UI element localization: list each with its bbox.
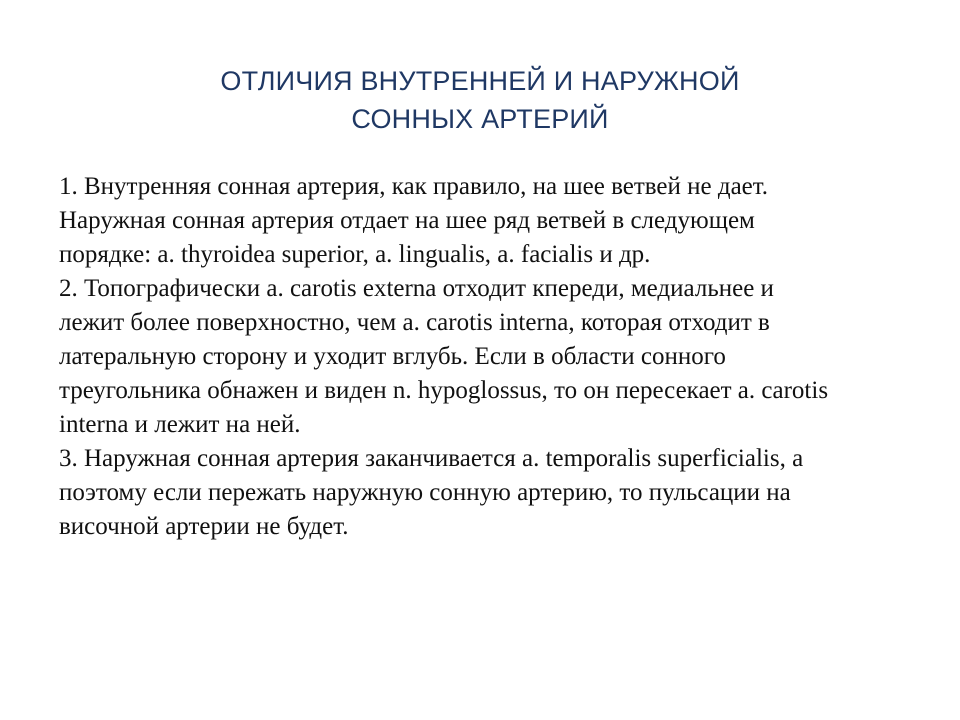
- paragraph-1: 1. Внутренняя сонная артерия, как правило, на шее ветвей не дает. Наружная сонная артерия отдает на шее ряд ветвей в следующем порядке: a. thyroidea superior, a. lingualis, a. facialis и др.: [59, 173, 769, 268]
- slide-title: [140, 62, 820, 138]
- paragraph-2: 2. Топографически a. carotis externa отходит кпереди, медиальнее и лежит более поверхностно, чем a. carotis interna, которая отходит в латеральную сторону и уходит вглубь. Если в области сонного треугольника обнажен и виден n. hypoglossus, то он пересекает a. carotis interna и лежит на ней.: [59, 275, 829, 438]
- slide-title-line-1: ОТЛИЧИЯ ВНУТРЕННЕЙ И НАРУЖНОЙ: [220, 66, 740, 96]
- paragraph-3: 3. Наружная сонная артерия заканчивается a. temporalis superficialis, а поэтому если пережать наружную сонную артерию, то пульсации на височной артерии не будет.: [59, 445, 804, 540]
- slide-body: [59, 170, 839, 544]
- slide-title-line-2: СОННЫХ АРТЕРИЙ: [351, 104, 609, 134]
